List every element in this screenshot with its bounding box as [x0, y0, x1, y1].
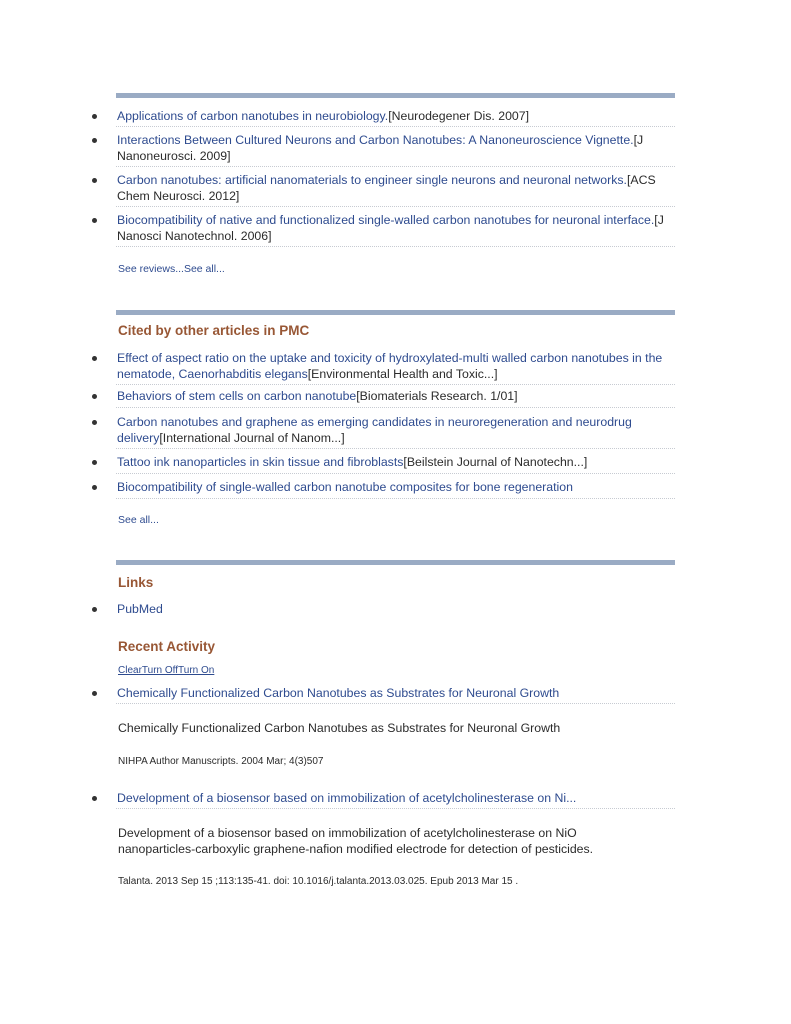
review-link[interactable]: Biocompatibility of native and functionalized single-walled carbon nanotubes for neuronal interface. [117, 213, 655, 227]
divider [116, 808, 675, 809]
review-link[interactable]: Applications of carbon nanotubes in neurobiology. [117, 109, 389, 123]
list-item [0, 685, 791, 701]
bullet-icon [92, 218, 97, 223]
activity-full-title: Development of a biosensor based on immobilization of acetylcholinesterase on NiO nanoparticles-carboxylic graphene-nafion modified electrode for detection of pesticides. [118, 826, 594, 856]
divider [116, 448, 675, 449]
list-item [0, 388, 791, 404]
section-divider [116, 93, 675, 98]
see-reviews-link[interactable]: See reviews... [118, 263, 184, 275]
bullet-icon [92, 356, 97, 361]
divider [116, 473, 675, 474]
divider [116, 126, 675, 127]
list-item [0, 212, 791, 244]
divider [116, 407, 675, 408]
bullet-icon [92, 460, 97, 465]
list-item [0, 108, 791, 132]
cited-source: [Environmental Health and Toxic...] [307, 367, 498, 381]
list-item [0, 414, 791, 446]
cited-link[interactable]: Biocompatibility of single-walled carbon nanotube composites for bone regeneration [117, 480, 573, 494]
review-source: [ACS Chem Neurosci. 2012] [117, 173, 656, 203]
list-item [0, 172, 791, 204]
cited-link[interactable]: Carbon nanotubes and graphene as emerging candidates in neuroregeneration and neurodrug delivery [117, 415, 632, 445]
divider [116, 498, 675, 499]
list-item [0, 790, 791, 806]
activity-citation: NIHPA Author Manuscripts. 2004 Mar; 4(3)507 [118, 756, 324, 767]
review-source: [J Nanoneurosci. 2009] [117, 133, 644, 163]
links-list [0, 601, 791, 617]
list-item [0, 601, 791, 617]
see-reviews-row [118, 263, 225, 275]
activity-link[interactable]: Development of a biosensor based on immobilization of acetylcholinesterase on Ni... [117, 791, 577, 805]
links-section-title: Links [118, 575, 154, 590]
bullet-icon [92, 138, 97, 143]
cited-list-2 [0, 388, 791, 404]
activity-citation: Talanta. 2013 Sep 15 ;113:135-41. doi: 10.1016/j.talanta.2013.03.025. Epub 2013 Mar 15 . [118, 876, 519, 887]
divider [116, 246, 675, 247]
section-divider [116, 310, 675, 315]
section-divider [116, 560, 675, 565]
cited-section-title: Cited by other articles in PMC [118, 323, 310, 338]
bullet-icon [92, 178, 97, 183]
activity-controls[interactable]: ClearTurn OffTurn On [118, 665, 215, 676]
reviews-list-4 [0, 212, 791, 244]
cited-list-4 [0, 454, 791, 470]
cited-list-5 [0, 479, 791, 495]
reviews-list [0, 108, 791, 132]
see-all-reviews-link[interactable]: See all... [183, 263, 225, 275]
activity-list-2 [0, 790, 791, 806]
cited-source: [Biomaterials Research. 1/01] [356, 389, 518, 403]
divider [116, 206, 675, 207]
pubmed-link[interactable]: PubMed [117, 602, 163, 616]
bullet-icon [92, 691, 97, 696]
divider [116, 384, 675, 385]
activity-full-title: Chemically Functionalized Carbon Nanotubes as Substrates for Neuronal Growth [118, 721, 561, 735]
see-all-cited-link[interactable]: See all... [118, 514, 159, 526]
reviews-list-3 [0, 172, 791, 204]
cited-source: [Beilstein Journal of Nanotechn...] [403, 455, 588, 469]
bullet-icon [92, 114, 97, 119]
cited-source: [International Journal of Nanom...] [159, 431, 345, 445]
activity-link[interactable]: Chemically Functionalized Carbon Nanotubes as Substrates for Neuronal Growth [117, 686, 560, 700]
cited-list-1 [0, 350, 791, 382]
reviews-list-2 [0, 132, 791, 164]
list-item [0, 350, 791, 382]
cited-link[interactable]: Tattoo ink nanoparticles in skin tissue and fibroblasts [117, 455, 404, 469]
cited-link[interactable]: Effect of aspect ratio on the uptake and toxicity of hydroxylated-multi walled carbon nanotubes in the nematode, Caenorhabditis elegans [117, 351, 663, 381]
review-source: [J Nanosci Nanotechnol. 2006] [117, 213, 664, 243]
activity-list-1 [0, 685, 791, 701]
review-link[interactable]: Interactions Between Cultured Neurons and Carbon Nanotubes: A Nanoneuroscience Vignette. [117, 133, 634, 147]
review-source: [Neurodegener Dis. 2007] [388, 109, 530, 123]
bullet-icon [92, 607, 97, 612]
cited-list-3 [0, 414, 791, 446]
cited-link[interactable]: Behaviors of stem cells on carbon nanotube [117, 389, 357, 403]
list-item [0, 132, 791, 164]
list-item [0, 479, 791, 495]
bullet-icon [92, 394, 97, 399]
bullet-icon [92, 420, 97, 425]
review-link[interactable]: Carbon nanotubes: artificial nanomaterials to engineer single neurons and neuronal networks. [117, 173, 627, 187]
divider [116, 703, 675, 704]
list-item [0, 454, 791, 470]
bullet-icon [92, 796, 97, 801]
bullet-icon [92, 485, 97, 490]
recent-activity-title: Recent Activity [118, 639, 216, 654]
divider [116, 166, 675, 167]
